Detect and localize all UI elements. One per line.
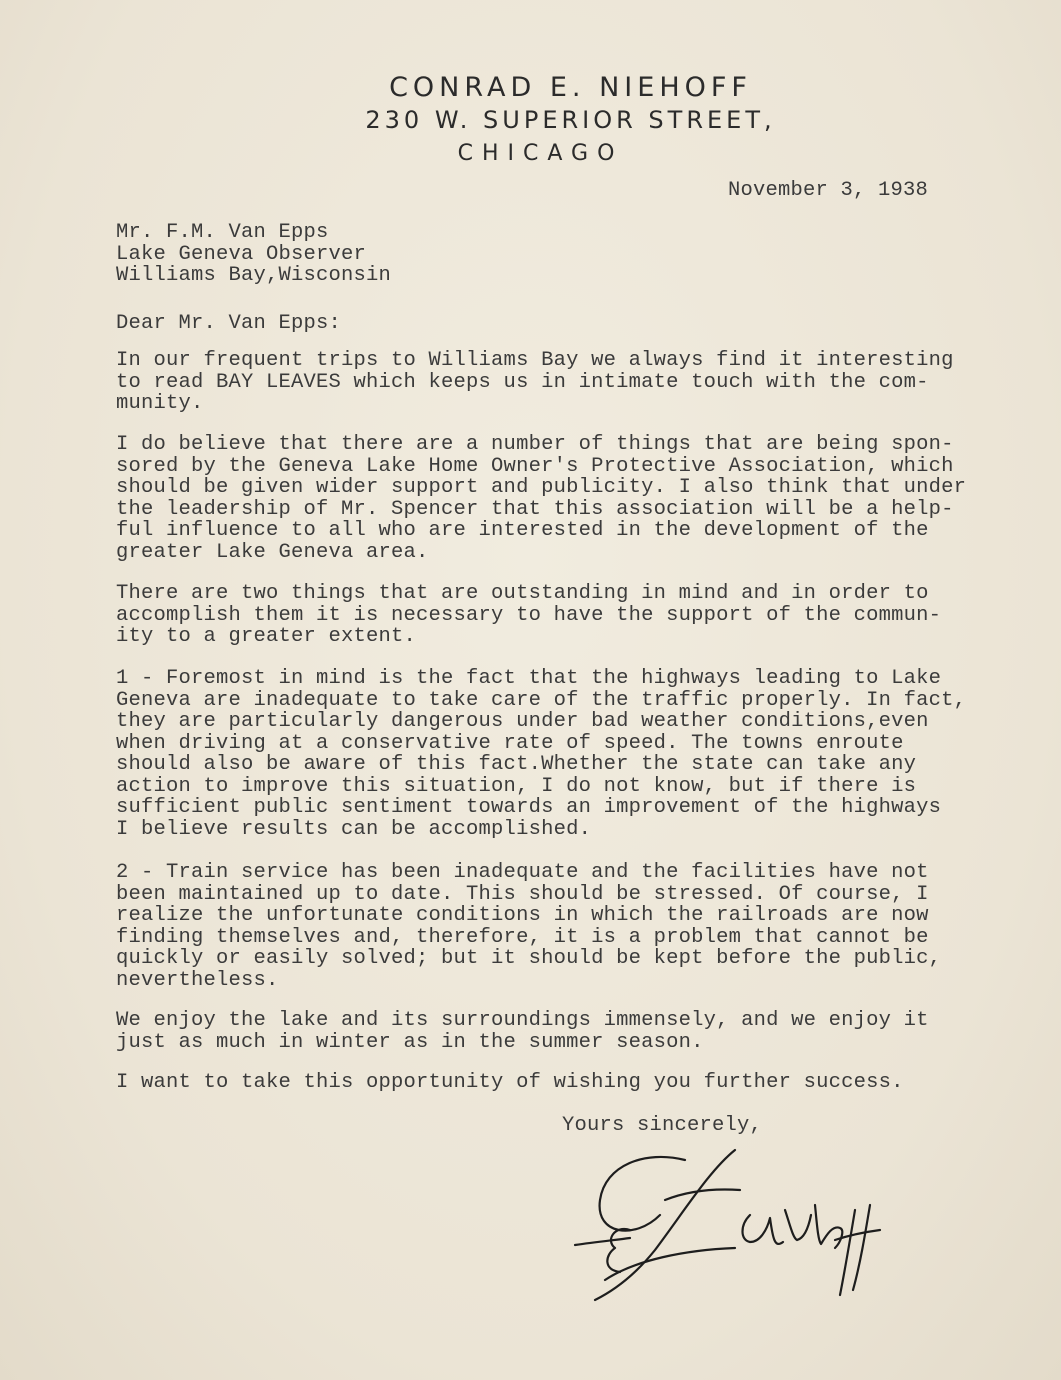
paragraph-two-things (116, 583, 996, 648)
closing: Yours sincerely, (562, 1114, 763, 1137)
text-line: I believe results can be accomplished. (116, 817, 592, 841)
text-line: realize the unfortunate conditions in which the railroads are now (116, 904, 929, 927)
text-line: nevertheless. (116, 968, 279, 992)
letterhead-name: CONRAD E. NIEHOFF (389, 72, 752, 103)
text-line: ful influence to all who are interested in the development of the (116, 519, 929, 542)
paragraph-wishes (116, 1072, 996, 1094)
text-line: should be given wider support and publicity. I also think that under (116, 476, 967, 499)
text-line: In our frequent trips to Williams Bay we always find it interesting (116, 349, 954, 372)
text-line: I want to take this opportunity of wishing you further success. (116, 1071, 904, 1094)
recipient-line: Williams Bay,Wisconsin (116, 264, 392, 287)
paragraph-association (116, 434, 996, 563)
text-line: to read BAY LEAVES which keeps us in intimate touch with the com- (116, 370, 929, 394)
text-line: accomplish them it is necessary to have the support of the commun- (116, 603, 942, 627)
salutation: Dear Mr. Van Epps: (116, 312, 342, 335)
text-line: been maintained up to date. This should be stressed. Of course, I (116, 882, 929, 906)
text-line: I do believe that there are a number of things that are being spon- (116, 433, 954, 456)
text-line: finding themselves and, therefore, it is a problem that cannot be (116, 925, 929, 949)
text-line: action to improve this situation, I do not know, but if there is (116, 774, 917, 798)
text-line: sufficient public sentiment towards an improvement of the highways (116, 796, 942, 819)
text-line: There are two things that are outstanding in mind and in order to (116, 582, 929, 605)
letter-date: November 3, 1938 (728, 179, 929, 202)
letterhead-city: CHICAGO (457, 141, 624, 166)
text-line: sored by the Geneva Lake Home Owner's Protective Association, which (116, 454, 954, 478)
text-line: when driving at a conservative rate of speed. The towns enroute (116, 731, 904, 755)
text-line: Geneva are inadequate to take care of the traffic properly. In fact, (116, 688, 967, 712)
text-line: just as much in winter as in the summer season. (116, 1030, 704, 1054)
text-line: 1 - Foremost in mind is the fact that the highways leading to Lake (116, 667, 942, 690)
letterhead-street: 230 W. SUPERIOR STREET, (365, 106, 776, 134)
paragraph-train-service (116, 862, 996, 991)
text-line: greater Lake Geneva area. (116, 540, 429, 564)
text-line: ity to a greater extent. (116, 625, 417, 648)
paragraph-enjoy-lake (116, 1010, 996, 1053)
recipient-address (116, 222, 391, 287)
signature-image (535, 1130, 885, 1310)
recipient-line: Lake Geneva Observer (116, 242, 367, 266)
text-line: munity. (116, 392, 204, 415)
text-line: they are particularly dangerous under bad weather conditions,even (116, 710, 929, 733)
text-line: quickly or easily solved; but it should be kept before the public, (116, 947, 942, 970)
paragraph-highways (116, 668, 996, 840)
text-line: should also be aware of this fact.Whether the state can take any (116, 753, 917, 776)
text-line: We enjoy the lake and its surroundings immensely, and we enjoy it (116, 1009, 929, 1032)
text-line: the leadership of Mr. Spencer that this association will be a help- (116, 497, 954, 521)
paragraph-intro (116, 350, 996, 415)
text-line: 2 - Train service has been inadequate and the facilities have not (116, 861, 929, 884)
recipient-line: Mr. F.M. Van Epps (116, 221, 329, 244)
